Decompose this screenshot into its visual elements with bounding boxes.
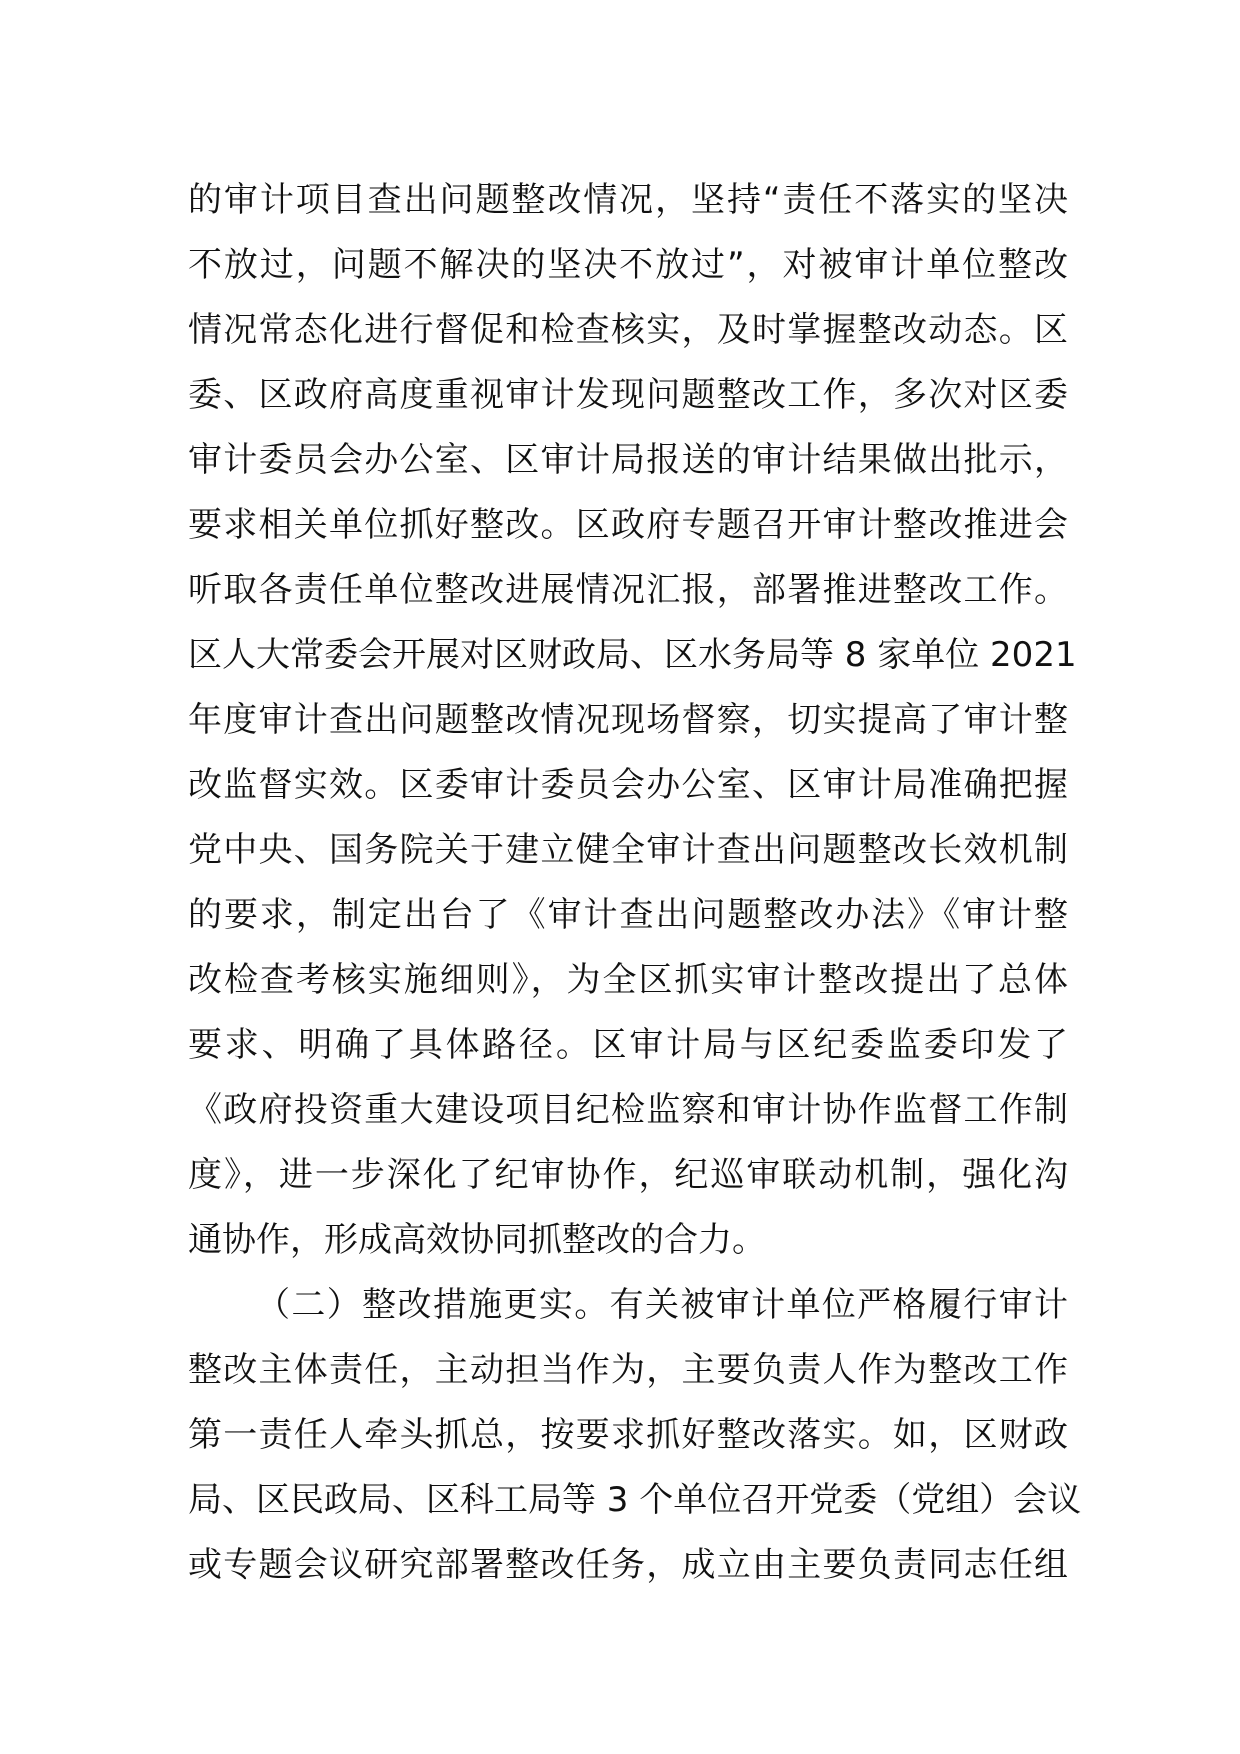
text-line: 整改主体责任，主动担当作为，主要负责人作为整改工作: [188, 1350, 1068, 1390]
text-line: 区人大常委会开展对区财政局、区水务局等 8 家单位 2021: [188, 635, 1077, 675]
body-text: [188, 168, 1082, 1598]
text-line: 改监督实效。区委审计委员会办公室、区审计局准确把握: [188, 765, 1068, 805]
text-line: 审计委员会办公室、区审计局报送的审计结果做出批示，: [188, 440, 1068, 480]
paragraph-2: [188, 1273, 1082, 1598]
text-line: 不放过，问题不解决的坚决不放过”，对被审计单位整改: [188, 245, 1068, 285]
text-line: 的要求，制定出台了《审计查出问题整改办法》《审计整: [188, 895, 1068, 935]
text-line: 听取各责任单位整改进展情况汇报，部署推进整改工作。: [188, 570, 1068, 610]
text-line: 党中央、国务院关于建立健全审计查出问题整改长效机制: [188, 830, 1068, 870]
text-line: 的审计项目查出问题整改情况，坚持“责任不落实的坚决: [188, 180, 1068, 220]
text-line: 年度审计查出问题整改情况现场督察，切实提高了审计整: [188, 700, 1068, 740]
text-line: 要求相关单位抓好整改。区政府专题召开审计整改推进会: [188, 505, 1068, 545]
text-line: 情况常态化进行督促和检查核实，及时掌握整改动态。区: [188, 310, 1068, 350]
text-line: 或专题会议研究部署整改任务，成立由主要负责同志任组: [188, 1545, 1068, 1585]
paragraph-1: [188, 168, 1077, 1273]
text-line: 委、区政府高度重视审计发现问题整改工作，多次对区委: [188, 375, 1068, 415]
text-line: 改检查考核实施细则》，为全区抓实审计整改提出了总体: [188, 960, 1068, 1000]
text-line: 度》，进一步深化了纪审协作，纪巡审联动机制，强化沟: [188, 1155, 1068, 1195]
text-line: 《政府投资重大建设项目纪检监察和审计协作监督工作制: [188, 1090, 1068, 1130]
text-line: 局、区民政局、区科工局等 3 个单位召开党委（党组）会议: [188, 1480, 1082, 1520]
text-line: 要求、明确了具体路径。区审计局与区纪委监委印发了: [188, 1025, 1068, 1065]
text-line: （二）整改措施更实。有关被审计单位严格履行审计: [256, 1285, 1068, 1325]
text-line: 通协作，形成高效协同抓整改的合力。: [188, 1220, 766, 1260]
text-line: 第一责任人牵头抓总，按要求抓好整改落实。如，区财政: [188, 1415, 1068, 1455]
